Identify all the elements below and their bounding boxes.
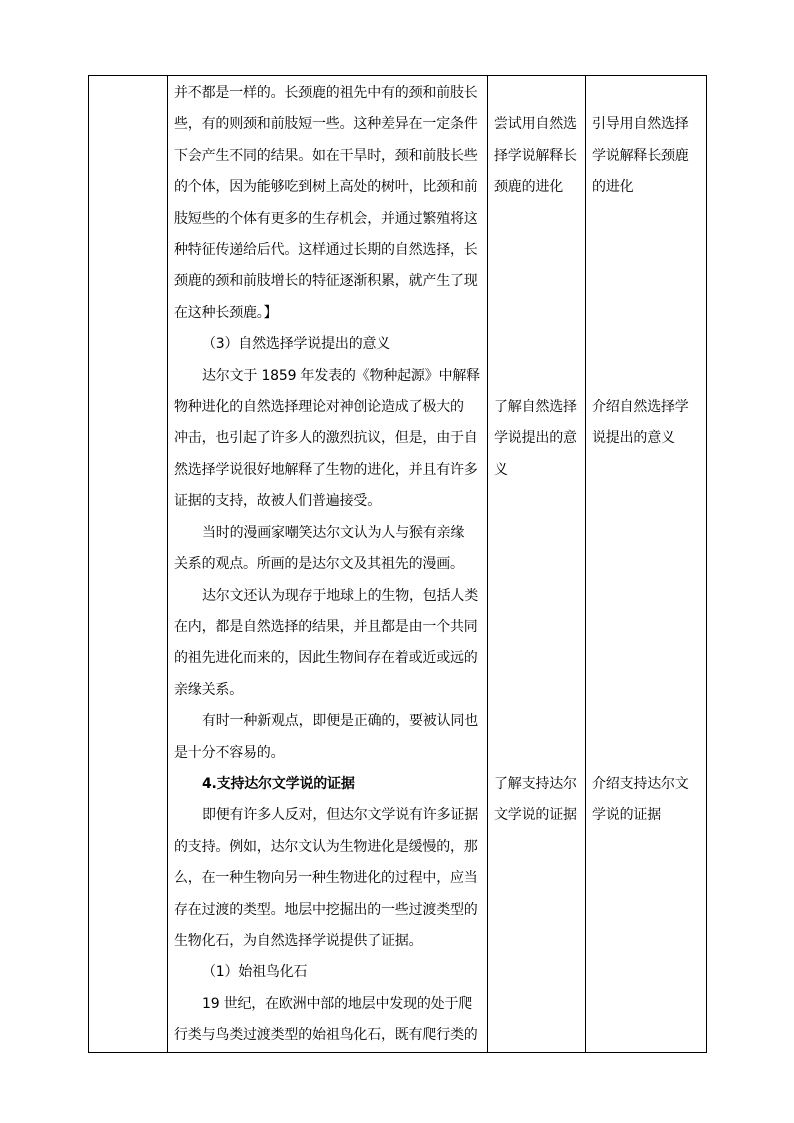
content-line: 冲击，也引起了许多人的激烈抗议，但是，由于自 [174,430,478,447]
design-intent-line: 学说的证据 [592,807,661,824]
content-line: 并不都是一样的。长颈鹿的祖先中有的颈和前肢长 [174,85,478,101]
content-line: （1）始祖鸟化石 [202,964,308,981]
content-line: 在这种长颈鹿。】 [174,304,278,321]
student-activity-line: 文学说的证据 [494,807,577,824]
content-line: 些，有的则颈和前肢短一些。这种差异在一定条件 [174,116,478,133]
student-activity-line: 学说提出的意 [494,430,577,447]
design-intent-line: 介绍支持达尔文 [592,775,689,792]
student-activity [494,769,583,832]
student-activity-line: 义 [494,461,508,478]
design-intent [592,109,704,203]
content-line: 的个体，因为能够吃到树上高处的树叶，比颈和前 [174,179,478,196]
content-line: （3）自然选择学说提出的意义 [202,336,391,353]
lesson-table [88,75,707,1053]
content-line: 行类与鸟类过渡类型的始祖鸟化石，既有爬行类的 [174,1027,478,1044]
content-line: 肢短些的个体有更多的生存机会，并通过繁殖将这 [174,210,478,227]
design-intent-line: 引导用自然选择 [592,116,689,133]
content-line: 19 世纪，在欧洲中部的地层中发现的处于爬 [202,995,473,1012]
design-intent-line: 学说解释长颈鹿 [592,147,689,164]
content-line: 当时的漫画家嘲笑达尔文认为人与猴有亲缘 [202,524,465,541]
content-line: 达尔文还认为现存于地球上的生物，包括人类 [202,587,478,604]
section-heading: 4.支持达尔文学说的证据 [202,775,355,792]
content-line: 是十分不容易的。 [174,744,285,761]
content-line: 存在过渡的类型。地层中挖掘出的一些过渡类型的 [174,901,478,918]
content-line: 然选择学说很好地解释了生物的进化，并且有许多 [174,461,478,478]
content-line: 下会产生不同的结果。如在干旱时，颈和前肢长些 [174,147,478,164]
student-activity [494,109,583,203]
teaching-content [168,76,487,1052]
design-intent-column [586,76,706,1042]
student-activity-line: 了解支持达尔 [494,775,577,792]
design-intent [592,769,704,832]
content-line: 达尔文于 1859 年发表的《物种起源》中解释 [202,367,480,384]
content-line: 关系的观点。所画的是达尔文及其祖先的漫画。 [174,556,464,573]
student-activity-line: 尝试用自然选 [494,116,577,133]
design-intent-cell [586,76,707,1053]
student-activity-cell [488,76,586,1053]
student-activity [494,392,583,486]
student-activity-line: 了解自然选择 [494,399,577,415]
content-line: 即便有许多人反对，但达尔文学说有许多证据 [202,807,478,824]
student-activity-column [488,76,585,1042]
lesson-row [89,76,707,1053]
stage-cell [89,76,168,1053]
content-line: 种特征传递给后代。这样通过长期的自然选择，长 [174,242,478,259]
content-line: 颈鹿的颈和前肢增长的特征逐渐积累，就产生了现 [174,273,478,290]
content-line: 物种进化的自然选择理论对神创论造成了极大的 [174,399,464,416]
design-intent-line: 说提出的意义 [592,430,675,447]
teaching-content-cell [168,76,488,1053]
content-line: 在内，都是自然选择的结果，并且都是由一个共同 [174,618,478,635]
design-intent-line: 介绍自然选择学 [592,399,689,415]
student-activity-line: 择学说解释长 [494,147,577,164]
content-line: 的支持。例如，达尔文认为生物进化是缓慢的，那 [174,838,478,855]
content-line: 有时一种新观点，即便是正确的，要被认同也 [202,713,478,730]
content-line: 亲缘关系。 [174,681,243,698]
content-line: 证据的支持，故被人们普遍接受。 [174,493,381,510]
content-line: 生物化石，为自然选择学说提供了证据。 [174,932,423,949]
design-intent [592,392,704,455]
student-activity-line: 颈鹿的进化 [494,179,563,196]
content-line: 么，在一种生物向另一种生物进化的过程中，应当 [174,870,478,887]
content-line: 的祖先进化而来的，因此生物间存在着或近或远的 [174,650,478,667]
design-intent-line: 的进化 [592,179,634,196]
